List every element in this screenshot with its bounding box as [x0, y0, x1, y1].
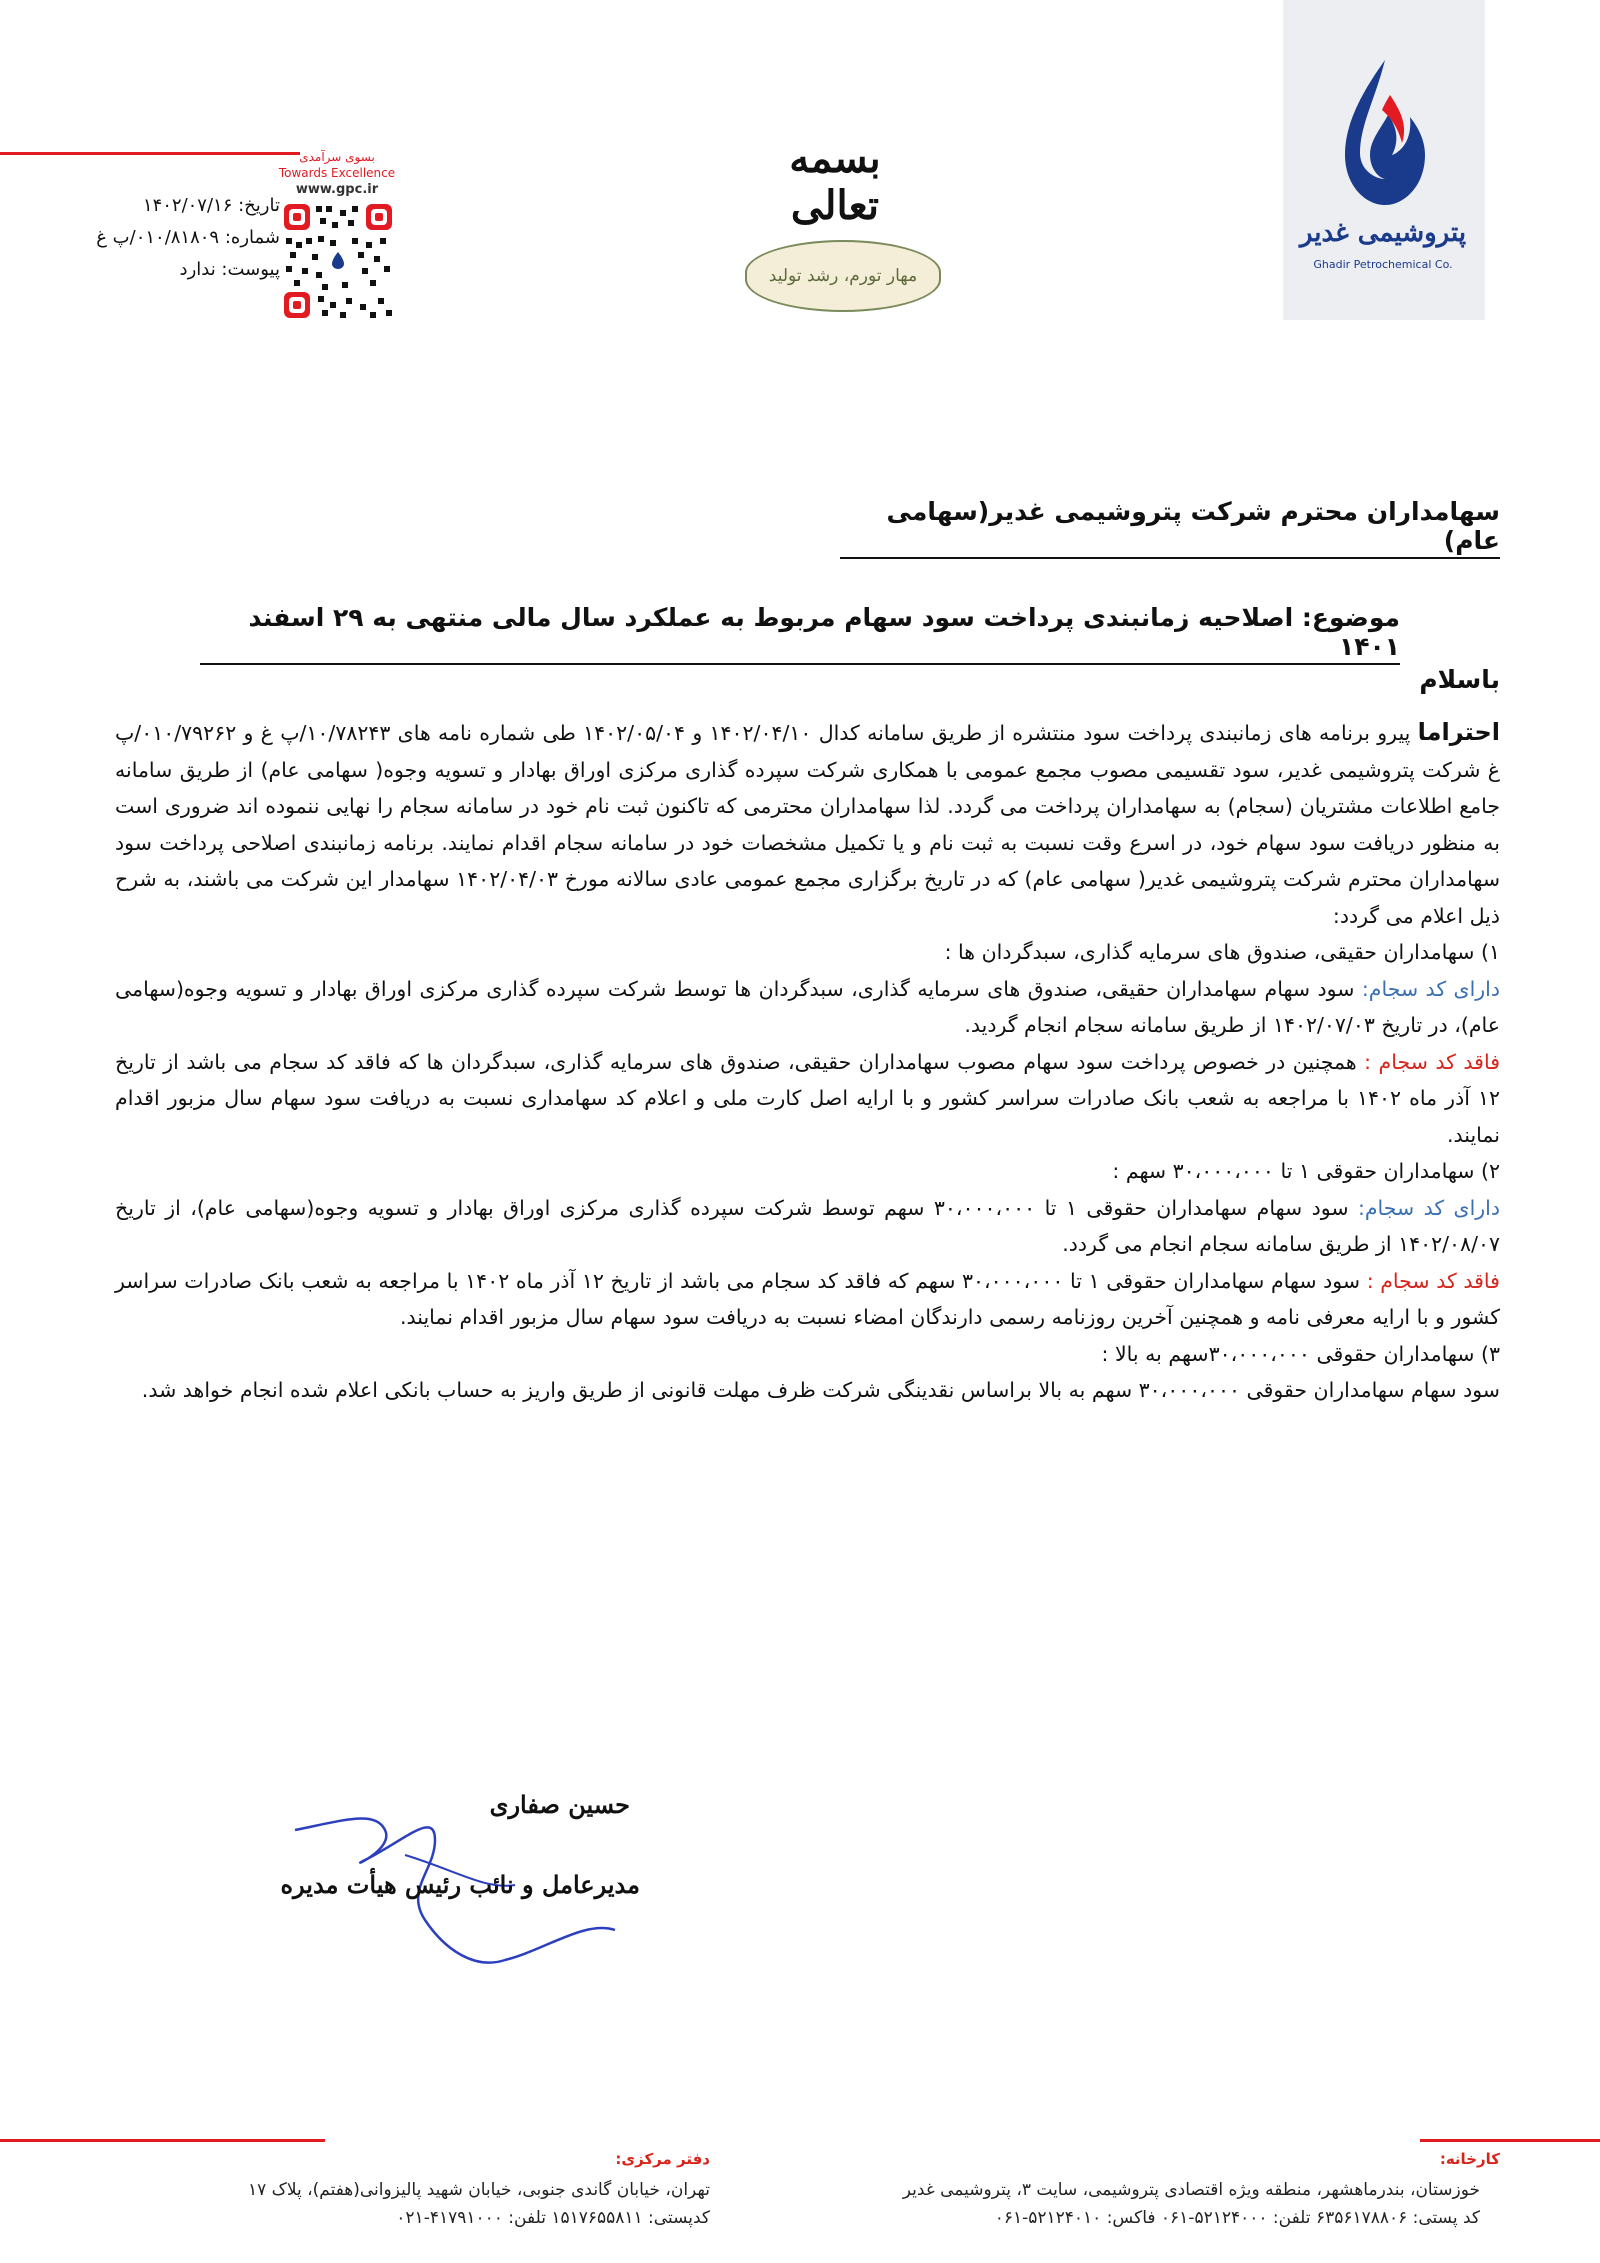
item-2-heading: ۲) سهامداران حقوقی ۱ تا ۳۰،۰۰۰،۰۰۰ سهم :: [1112, 1159, 1500, 1183]
company-logo-english: Ghadir Petrochemical Co.: [1313, 258, 1453, 271]
tagline-persian: بسوی سرآمدی: [299, 150, 375, 164]
item-1-has-code: دارای کد سجام: سود سهام سهامداران حقیقی، صندوق های سرمایه گذاری، سبدگردان ها توسط شرکت سپرده گذاری مرکزی اوراق بهادار و تسویه وجوه(سهامی عام)، در تاریخ ۱۴۰۲/۰۷/۰۳ از طریق سامانه سجام انجام گردید.: [115, 976, 1500, 1037]
item-1-no-code: فاقد کد سجام : همچنین در خصوص پرداخت سود سهام مصوب سهامداران حقیقی، صندوق های سرمایه گذاری، سبدگردان ها که فاقد کد سجام می باشد از تاریخ ۱۲ آذر ماه ۱۴۰۲ با مراجعه به شعب بانک صادرات سراسر کشور و با ارایه اصل کارت ملی و اعلام کد سهامداری نسبت به دریافت سود سهام سال مزبور اقدام نمایند.: [115, 1049, 1500, 1147]
tagline-english: Towards Excellence: [278, 166, 396, 180]
office-address: تهران، خیابان گاندی جنوبی، خیابان شهید پالیزوانی(هفتم)، پلاک ۱۷ کدپستی: ۱۵۱۷۶۵۵۸۱۱ تلفن: ۴۱۷۹۱۰۰۰-۰۲۱: [247, 2180, 710, 2228]
header-red-rule: [0, 152, 300, 155]
qr-code-icon: [282, 202, 394, 320]
item-2-no-code: فاقد کد سجام : سود سهام سهامداران حقوقی ۱ تا ۳۰،۰۰۰،۰۰۰ سهم که فاقد کد سجام می باشد از تاریخ ۱۲ آذر ماه ۱۴۰۲ با مراجعه به شعب بانک صادرات سراسر کشور و با ارایه معرفی نامه و همچنین آخرین روزنامه رسمی دارندگان امضاء نسبت به دریافت سود سهام سال مزبور اقدام نمایند.: [115, 1268, 1500, 1329]
letter-date: تاریخ: ۱۴۰۲/۰۷/۱۶: [142, 195, 280, 216]
no-code-label: فاقد کد سجام :: [1364, 1049, 1500, 1074]
slogan-seal: [745, 240, 941, 312]
footer-rule-right: [1420, 2139, 1600, 2142]
intro-lead: احتراما: [1417, 718, 1501, 746]
item-1-heading: ۱) سهامداران حقیقی، صندوق های سرمایه گذاری، سبدگردان ها :: [944, 940, 1500, 964]
signer-name: حسین صفاری: [489, 1790, 630, 1819]
bismillah-calligraphy: بسمه تعالی: [789, 135, 881, 229]
intro-paragraph: [115, 714, 1500, 934]
letter-attachment: پیوست: ندارد: [179, 259, 280, 280]
footer-rule-left: [0, 2139, 325, 2142]
greeting: باسلام: [1419, 665, 1500, 694]
office-label: دفتر مرکزی:: [615, 2150, 710, 2168]
company-logo-name: پتروشیمی غدیر: [1299, 218, 1467, 248]
website-link[interactable]: www.gpc.ir: [295, 182, 379, 197]
item-3-heading: ۳) سهامداران حقوقی ۳۰،۰۰۰،۰۰۰سهم به بالا :: [1101, 1341, 1500, 1366]
signer-title: مدیرعامل و نائب رئیس هیأت مدیره: [280, 1870, 640, 1899]
letter-meta: [80, 190, 280, 286]
item-3-text: سود سهام سهامداران حقوقی ۳۰،۰۰۰،۰۰۰ سهم به بالا براساس نقدینگی شرکت ظرف مهلت قانونی از طریق واریز به حساب بانکی اعلام شده انجام خواهد شد.: [141, 1378, 1500, 1402]
factory-address: خوزستان، بندرماهشهر، منطقه ویژه اقتصادی پتروشیمی، سایت ۳، پتروشیمی غدیر کد پستی: ۶۳۵۶۱۷۸۸۰۶ تلفن: ۵۲۱۲۴۰۰۰-۰۶۱ فاکس: ۵۲۱۲۴۰۱۰-۰۶۱: [902, 2180, 1480, 2228]
no-code-label: فاقد کد سجام :: [1366, 1268, 1500, 1293]
has-code-label: دارای کد سجام:: [1357, 1195, 1500, 1220]
item-2-has-code: دارای کد سجام: سود سهام سهامداران حقوقی ۱ تا ۳۰،۰۰۰،۰۰۰ سهم توسط شرکت سپرده گذاری مرکزی اوراق بهادار و تسویه وجوه(سهامی عام)، از تاریخ ۱۴۰۲/۰۸/۰۷ از طریق سامانه سجام انجام می گردد.: [115, 1195, 1500, 1256]
letter-number: شماره: ۰۱۰/۸۱۸۰۹/پ غ: [96, 227, 280, 248]
letter-body: [115, 714, 1500, 1409]
has-code-label: دارای کد سجام:: [1361, 976, 1500, 1001]
company-logo-icon: [1330, 55, 1440, 215]
addressee: سهامداران محترم شرکت پتروشیمی غدیر(سهامی عام): [840, 497, 1500, 559]
letter-subject: موضوع: اصلاحیه زمانبندی پرداخت سود سهام مربوط به عملکرد سال مالی منتهی به ۲۹ اسفند ۱۴۰۱: [200, 603, 1400, 665]
factory-label: کارخانه:: [1439, 2150, 1500, 2168]
intro-text: پیرو برنامه های زمانبندی پرداخت سود منتشره از طریق سامانه کدال ۱۴۰۲/۰۴/۱۰ و ۱۴۰۲/۰۵/۰۴ طی شماره نامه های ۱۰/۷۸۲۴۳/پ غ و ۰۱۰/۷۹۲۶۲/پ غ شرکت پتروشیمی غدیر، سود تقسیمی مصوب مجمع عمومی با همکاری شرکت سپرده گذاری مرکزی اوراق بهادار و تسویه وجوه( سهامی عام) از طریق سامانه جامع اطلاعات مشتریان (سجام) به سهامداران پرداخت می گردد. لذا سهامداران محترمی که تاکنون ثبت نام خود در سامانه سجام را نهایی ننموده اند ضروری است به منظور دریافت سود سهام خود، در اسرع وقت نسبت به ثبت نام و یا تکمیل مشخصات خود در سامانه سجام اقدام نمایند. برنامه زمانبندی اصلاحی پرداخت سود سهامداران محترم شرکت پتروشیمی غدیر( سهامی عام) که در تاریخ برگزاری مجمع عمومی عادی سالانه مورخ ۱۴۰۲/۰۴/۰۳ سهامدار این شرکت می باشند، به شرح ذیل اعلام می گردد:: [115, 721, 1500, 928]
slogan-text: مهار تورم، رشد تولید: [768, 266, 918, 286]
signature-scribble: [285, 1800, 625, 2000]
